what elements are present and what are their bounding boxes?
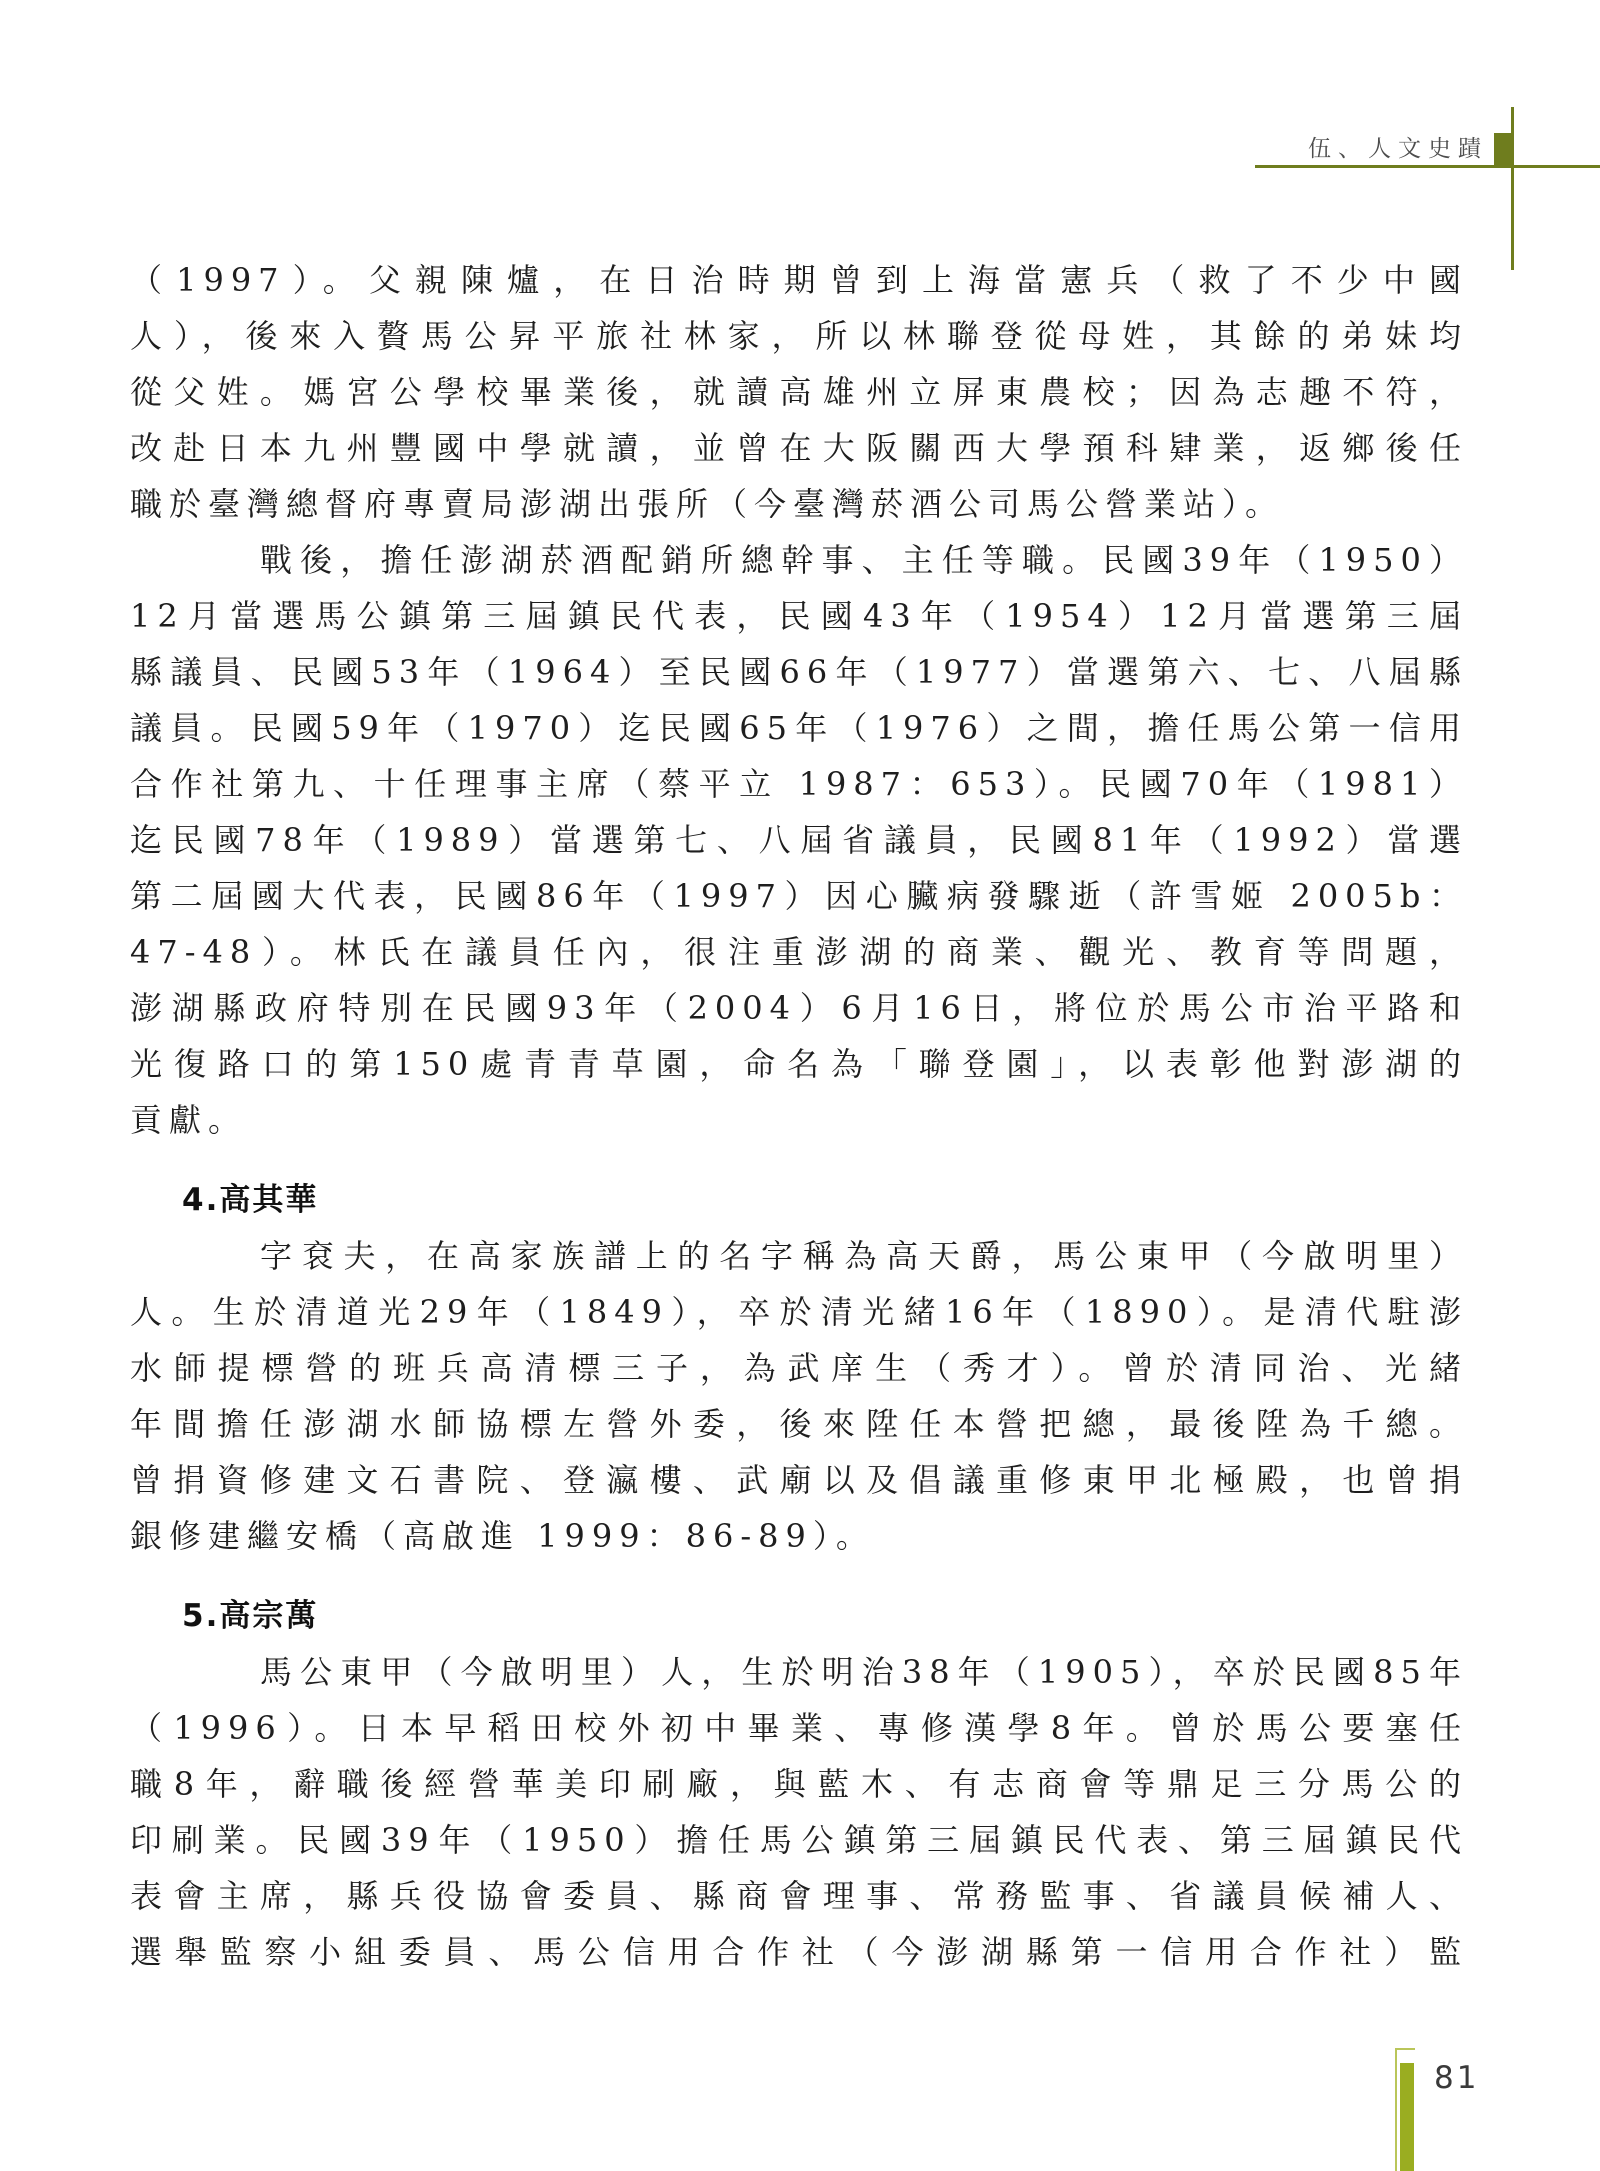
- paragraph-line: 水師提標營的班兵高清標三子，為武庠生（秀才）。曾於清同治、光緒: [130, 1349, 1468, 1387]
- paragraph-line: 銀修建繼安橋（高啟進 1999：86-89）。: [130, 1517, 875, 1555]
- paragraph-line: 12月當選馬公鎮第三屆鎮民代表，民國43年（1954）12月當選第三屆: [130, 597, 1468, 635]
- paragraph-line: 馬公東甲（今啟明里）人，生於明治38年（1905），卒於民國85年: [260, 1653, 1468, 1691]
- paragraph-line: 47-48）。林氏在議員任內，很注重澎湖的商業、觀光、教育等問題，: [130, 933, 1468, 971]
- paragraph-line: 選舉監察小組委員、馬公信用合作社（今澎湖縣第一信用合作社）監: [130, 1933, 1468, 1971]
- header-vertical-rule: [1511, 107, 1514, 270]
- footer-bracket-vertical: [1395, 2048, 1397, 2171]
- paragraph-line: 貢獻。: [130, 1101, 248, 1139]
- paragraph-line: 曾捐資修建文石書院、登瀛樓、武廟以及倡議重修東甲北極殿，也曾捐: [130, 1461, 1468, 1499]
- footer-bracket-horizontal: [1395, 2048, 1415, 2050]
- paragraph-line: 戰後，擔任澎湖菸酒配銷所總幹事、主任等職。民國39年（1950）: [260, 541, 1468, 579]
- paragraph-line: 字袞夫，在高家族譜上的名字稱為高天爵，馬公東甲（今啟明里）: [260, 1237, 1468, 1275]
- paragraph-line: 縣議員、民國53年（1964）至民國66年（1977）當選第六、七、八屆縣: [130, 653, 1468, 691]
- running-header-title: 伍、人文史蹟: [1308, 136, 1488, 162]
- paragraph-line: 印刷業。民國39年（1950）擔任馬公鎮第三屆鎮民代表、第三屆鎮民代: [130, 1821, 1468, 1859]
- paragraph-line: 澎湖縣政府特別在民國93年（2004）6月16日，將位於馬公市治平路和: [130, 989, 1468, 1027]
- page-number: 81: [1434, 2060, 1480, 2096]
- paragraph-line: 表會主席，縣兵役協會委員、縣商會理事、常務監事、省議員候補人、: [130, 1877, 1468, 1915]
- section-heading-4: 4.高其華: [182, 1182, 319, 1218]
- section-heading-5: 5.高宗萬: [182, 1598, 319, 1634]
- paragraph-line: 職8年，辭職後經營華美印刷廠，與藍木、有志商會等鼎足三分馬公的: [130, 1765, 1468, 1803]
- paragraph-line: 迄民國78年（1989）當選第七、八屆省議員，民國81年（1992）當選: [130, 821, 1468, 859]
- paragraph-line: 光復路口的第150處青青草園，命名為「聯登園」，以表彰他對澎湖的: [130, 1045, 1468, 1083]
- paragraph-line: 人），後來入贅馬公昇平旅社林家，所以林聯登從母姓，其餘的弟妹均: [130, 317, 1468, 355]
- header-horizontal-rule: [1255, 165, 1600, 168]
- paragraph-line: 第二屆國大代表，民國86年（1997）因心臟病發驟逝（許雪姬 2005b：: [130, 877, 1468, 915]
- paragraph-line: 議員。民國59年（1970）迄民國65年（1976）之間，擔任馬公第一信用: [130, 709, 1468, 747]
- header-accent-square: [1494, 133, 1511, 166]
- paragraph-line: 人。生於清道光29年（1849），卒於清光緒16年（1890）。是清代駐澎: [130, 1293, 1468, 1331]
- paragraph-line: 合作社第九、十任理事主席（蔡平立 1987：653）。民國70年（1981）: [130, 765, 1468, 803]
- paragraph-line: 從父姓。媽宮公學校畢業後，就讀高雄州立屏東農校；因為志趣不符，: [130, 373, 1468, 411]
- paragraph-line: 職於臺灣總督府專賣局澎湖出張所（今臺灣菸酒公司馬公營業站）。: [130, 485, 1285, 523]
- paragraph-line: （1996）。日本早稻田校外初中畢業、專修漢學8年。曾於馬公要塞任: [130, 1709, 1468, 1747]
- paragraph-line: （1997）。父親陳爐，在日治時期曾到上海當憲兵（救了不少中國: [130, 261, 1468, 299]
- paragraph-line: 改赴日本九州豐國中學就讀，並曾在大阪關西大學預科肄業，返鄉後任: [130, 429, 1468, 467]
- footer-accent-bar: [1400, 2063, 1414, 2171]
- paragraph-line: 年間擔任澎湖水師協標左營外委，後來陞任本營把總，最後陞為千總。: [130, 1405, 1468, 1443]
- body-text-block: [130, 252, 1468, 1980]
